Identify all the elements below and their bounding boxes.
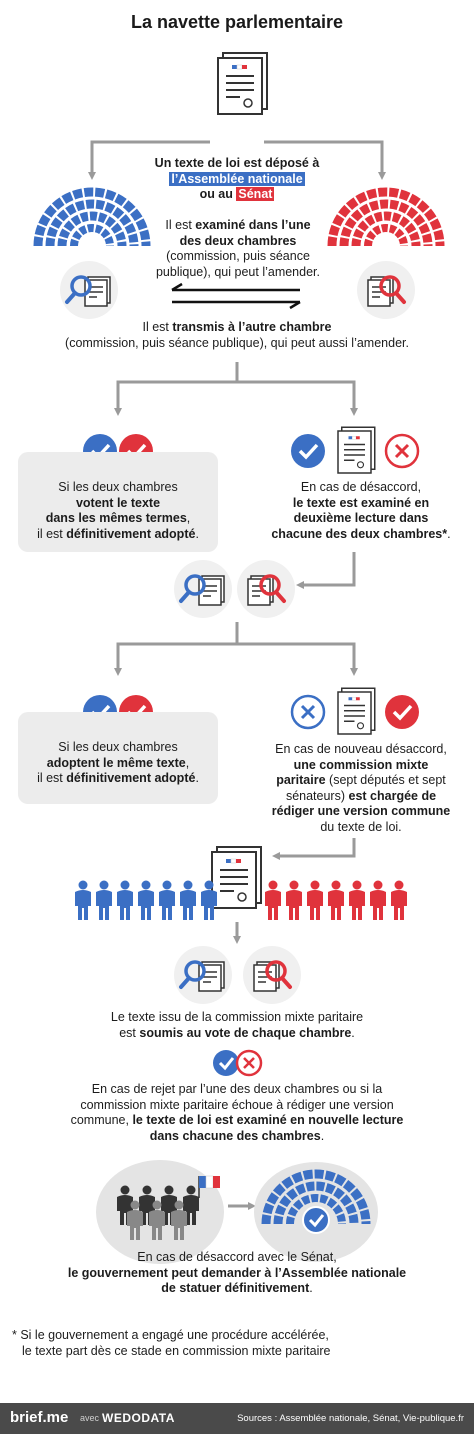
person-icon	[75, 881, 217, 921]
check-icon	[213, 1050, 239, 1076]
footer-avec: avec	[80, 1413, 100, 1423]
disagreement-text-2: En cas de nouveau désaccord, une commission mixte paritaire (sept députés et sept sénateurs) est chargée de rédiger une version commune du texte de loi.	[271, 742, 451, 834]
magnifier-icon	[174, 946, 232, 1004]
footnote: * Si le gouvernement a engagé une procédure accélérée, le texte part dès ce stade en commission mixte paritaire	[12, 1328, 331, 1358]
person-icon	[265, 881, 407, 921]
final-decision-text: En cas de désaccord avec le Sénat, le gouvernement peut demander à l’Assemblée nationale de statuer définitivement.	[67, 1250, 407, 1295]
disagreement-text-1: En cas de désaccord, le texte est examiné en deuxième lecture dans chacune des deux chambres*.	[271, 480, 451, 541]
step-transmit-text: Il est transmis à l’autre chambre (commission, puis séance publique), qui peut aussi l’amender.	[65, 320, 409, 350]
step-deposit-text: Un texte de loi est déposé à l’Assemblée nationale ou au Sénat	[154, 156, 320, 201]
magnifier-icon	[237, 560, 295, 618]
adopted-text-1: Si les deux chambres votent le texte dans les mêmes termes, il est définitivement adopté.	[37, 480, 199, 541]
magnifier-icon	[357, 261, 415, 319]
person-icon	[96, 1160, 224, 1264]
step-examine-text: Il est examiné dans l’une des deux chambres (commission, puis séance publique), qui peut l’amender.	[155, 218, 320, 279]
document-icon	[212, 847, 261, 908]
cross-icon	[292, 696, 324, 728]
document-icon	[338, 688, 375, 734]
magnifier-icon	[174, 560, 232, 618]
brand-logo[interactable]: brief.me	[10, 1409, 69, 1426]
sources-text: Sources : Assemblée nationale, Sénat, Vie-publique.fr	[237, 1413, 464, 1424]
cmp-vote-text: Le texte issu de la commission mixte paritaire est soumis au vote de chaque chambre.	[110, 1010, 364, 1040]
footer-bar	[0, 1403, 474, 1434]
magnifier-icon	[60, 261, 118, 319]
check-icon	[291, 434, 325, 468]
adopted-text-2: Si les deux chambres adoptent le même texte, il est définitivement adopté.	[37, 740, 199, 785]
cross-icon	[237, 1051, 261, 1075]
hemicycle-icon	[332, 192, 440, 246]
check-icon	[385, 695, 419, 729]
rejection-text: En cas de rejet par l’une des deux chambres ou si la commission mixte paritaire échoue à rédiger une version commune, le texte de loi est examiné en nouvelle lecture dans chacune des chambres.	[70, 1082, 404, 1143]
document-icon	[218, 53, 267, 114]
document-icon	[338, 427, 375, 473]
partner-logo[interactable]: WEDODATA	[102, 1411, 175, 1425]
cross-icon	[386, 435, 418, 467]
hemicycle-icon	[38, 192, 146, 246]
arrow-icon	[172, 284, 300, 308]
assemblee-highlight: l’Assemblée nationale	[171, 171, 303, 186]
senat-highlight: Sénat	[238, 187, 273, 201]
magnifier-icon	[243, 946, 301, 1004]
page-title: La navette parlementaire	[130, 12, 344, 32]
check-icon	[303, 1207, 329, 1233]
